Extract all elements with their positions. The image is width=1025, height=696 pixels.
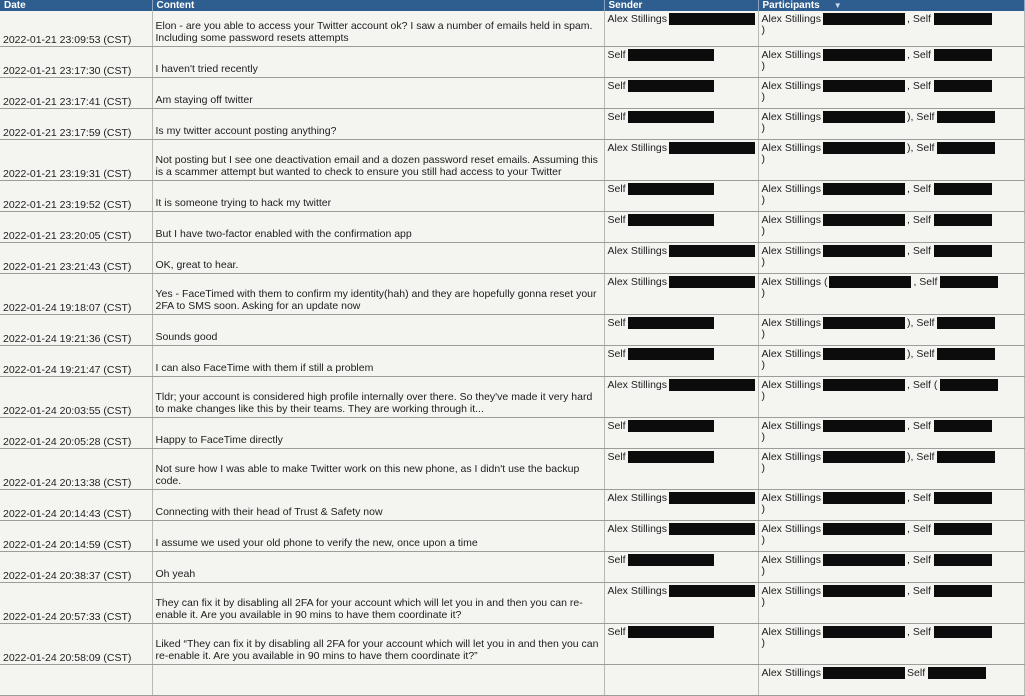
table-row: [0, 315, 1024, 346]
redaction-box: [934, 80, 992, 92]
redaction-box: [823, 80, 905, 92]
sender-name: Self: [607, 183, 626, 195]
cell-date: 2022-01-21 23:21:43 (CST): [0, 243, 152, 274]
participant-name: Alex Stillings: [761, 48, 822, 61]
redaction-box: [628, 348, 714, 360]
redaction-box: [669, 276, 755, 288]
cell-date: 2022-01-24 20:58:09 (CST): [0, 624, 152, 665]
redaction-box: [823, 451, 905, 463]
cell-date: 2022-01-21 23:09:53 (CST): [0, 11, 152, 47]
participant-close-paren: ): [761, 390, 765, 402]
cell-participants: [758, 521, 1024, 552]
participant-close-paren: ): [761, 503, 765, 515]
redaction-box: [669, 492, 755, 504]
participant-self: Self: [907, 666, 926, 679]
table-row: [0, 47, 1024, 78]
cell-content: Am staying off twitter: [152, 78, 604, 109]
participant-self: , Self: [907, 522, 931, 535]
redaction-box: [669, 379, 755, 391]
cell-participants: [758, 212, 1024, 243]
participant-self: , Self: [907, 553, 931, 566]
sender-name: Self: [607, 451, 626, 463]
redaction-box: [823, 214, 905, 226]
redaction-box: [823, 523, 905, 535]
cell-participants: [758, 274, 1024, 315]
cell-sender: [604, 583, 758, 624]
cell-participants: [758, 418, 1024, 449]
redaction-box: [934, 214, 992, 226]
redaction-box: [628, 420, 714, 432]
table-row: [0, 274, 1024, 315]
participant-close-paren: ): [761, 462, 765, 474]
redaction-box: [669, 523, 755, 535]
cell-content: Elon - are you able to access your Twitter account ok? I saw a number of emails held in spam. Including some password resets attempts: [152, 11, 604, 47]
participant-self: , Self: [907, 244, 931, 257]
sender-name: Self: [607, 49, 626, 61]
participant-name: Alex Stillings: [761, 666, 822, 679]
participant-self: , Self: [907, 182, 931, 195]
cell-participants: [758, 552, 1024, 583]
sender-name: Alex Stillings: [607, 276, 668, 288]
header-participants: [758, 0, 1024, 11]
redaction-box: [823, 111, 905, 123]
participant-name: Alex Stillings (: [761, 275, 828, 288]
cell-content: Liked “They can fix it by disabling all 2FA for your account which will let you in and then you can re-enable it. Are you available in 90 mins to have them coordinate it?”: [152, 624, 604, 665]
cell-content: They can fix it by disabling all 2FA for your account which will let you in and then you can re-enable it. Are you available in 90 mins to have them coordinate it?: [152, 583, 604, 624]
table-row: [0, 78, 1024, 109]
participant-close-paren: ): [761, 225, 765, 237]
participant-self: ), Self: [907, 450, 935, 463]
participant-self: , Self: [907, 584, 931, 597]
cell-content: I can also FaceTime with them if still a problem: [152, 346, 604, 377]
cell-sender: [604, 449, 758, 490]
cell-sender: [604, 140, 758, 181]
cell-sender: [604, 212, 758, 243]
redaction-box: [628, 451, 714, 463]
redaction-box: [823, 626, 905, 638]
participant-close-paren: ): [761, 24, 765, 36]
participant-self: , Self: [907, 491, 931, 504]
table-row: [0, 140, 1024, 181]
sender-name: Self: [607, 111, 626, 123]
cell-content: OK, great to hear.: [152, 243, 604, 274]
cell-content: But I have two-factor enabled with the confirmation app: [152, 212, 604, 243]
table-row: [0, 624, 1024, 665]
table-row: [0, 583, 1024, 624]
redaction-box: [934, 49, 992, 61]
cell-participants: [758, 47, 1024, 78]
cell-participants: [758, 449, 1024, 490]
cell-participants: [758, 11, 1024, 47]
redaction-box: [628, 317, 714, 329]
cell-content: Oh yeah: [152, 552, 604, 583]
cell-sender: [604, 274, 758, 315]
redaction-box: [934, 183, 992, 195]
participant-name: Alex Stillings: [761, 12, 822, 25]
sender-name: Alex Stillings: [607, 379, 668, 391]
cell-content: I assume we used your old phone to verify the new, once upon a time: [152, 521, 604, 552]
cell-content: Yes - FaceTimed with them to confirm my identity(hah) and they are hopefully gonna reset your 2FA to SMS soon. Asking for an update now: [152, 274, 604, 315]
redaction-box: [823, 245, 905, 257]
redaction-box: [937, 111, 995, 123]
participant-name: Alex Stillings: [761, 244, 822, 257]
cell-participants: [758, 346, 1024, 377]
redaction-box: [937, 348, 995, 360]
cell-date: 2022-01-24 20:03:55 (CST): [0, 377, 152, 418]
participant-self: ), Self: [907, 110, 935, 123]
redaction-box: [934, 245, 992, 257]
redaction-box: [823, 379, 905, 391]
table-row: [0, 552, 1024, 583]
cell-content: Not posting but I see one deactivation email and a dozen password reset emails. Assuming this is a scammer attempt but wanted to check to ensure you still had access to your Twitter: [152, 140, 604, 181]
participant-close-paren: ): [761, 256, 765, 268]
participant-self: , Self: [907, 79, 931, 92]
participant-name: Alex Stillings: [761, 347, 822, 360]
cell-participants: [758, 181, 1024, 212]
participant-close-paren: ): [761, 153, 765, 165]
cell-date: [0, 665, 152, 696]
header-sender: Sender: [604, 0, 758, 11]
participant-self: ), Self: [907, 141, 935, 154]
cell-participants: [758, 665, 1024, 696]
cell-sender: [604, 346, 758, 377]
table-row: [0, 521, 1024, 552]
cell-sender: [604, 377, 758, 418]
cell-content: Tldr; your account is considered high profile internally over there. So they've made it very hard to make changes like this by their teams. They are working through it...: [152, 377, 604, 418]
participant-self: , Self: [907, 625, 931, 638]
redaction-box: [940, 379, 998, 391]
cell-date: 2022-01-24 20:14:59 (CST): [0, 521, 152, 552]
cell-content: Is my twitter account posting anything?: [152, 109, 604, 140]
cell-date: 2022-01-24 20:14:43 (CST): [0, 490, 152, 521]
redaction-box: [669, 142, 755, 154]
sender-name: Self: [607, 554, 626, 566]
redaction-box: [934, 13, 992, 25]
table-row: [0, 11, 1024, 47]
cell-sender: [604, 109, 758, 140]
cell-participants: [758, 109, 1024, 140]
cell-date: 2022-01-24 20:38:37 (CST): [0, 552, 152, 583]
table-row: [0, 665, 1024, 696]
cell-date: 2022-01-21 23:17:30 (CST): [0, 47, 152, 78]
participant-self: , Self (: [907, 378, 938, 391]
cell-content: It is someone trying to hack my twitter: [152, 181, 604, 212]
participant-self: , Self: [913, 275, 938, 288]
cell-sender: [604, 665, 758, 696]
sender-name: Self: [607, 348, 626, 360]
redaction-box: [934, 523, 992, 535]
redaction-box: [934, 585, 992, 597]
participant-close-paren: ): [761, 534, 765, 546]
cell-participants: [758, 377, 1024, 418]
table-row: [0, 109, 1024, 140]
participant-self: , Self: [907, 419, 931, 432]
table-row: [0, 449, 1024, 490]
header-content: Content: [152, 0, 604, 11]
participant-name: Alex Stillings: [761, 378, 822, 391]
participant-self: , Self: [907, 48, 931, 61]
cell-date: 2022-01-24 19:18:07 (CST): [0, 274, 152, 315]
cell-participants: [758, 583, 1024, 624]
cell-participants: [758, 78, 1024, 109]
table-row: [0, 212, 1024, 243]
cell-date: 2022-01-24 19:21:47 (CST): [0, 346, 152, 377]
redaction-box: [823, 348, 905, 360]
participant-self: , Self: [907, 12, 931, 25]
sender-name: Self: [607, 420, 626, 432]
redaction-box: [934, 420, 992, 432]
cell-date: 2022-01-21 23:19:31 (CST): [0, 140, 152, 181]
cell-content: Connecting with their head of Trust & Safety now: [152, 490, 604, 521]
participant-name: Alex Stillings: [761, 141, 822, 154]
redaction-box: [937, 317, 995, 329]
sender-name: Alex Stillings: [607, 245, 668, 257]
cell-sender: [604, 418, 758, 449]
participant-close-paren: ): [761, 60, 765, 72]
header-date: Date: [0, 0, 152, 11]
cell-content: [152, 665, 604, 696]
cell-participants: [758, 315, 1024, 346]
redaction-box: [823, 317, 905, 329]
filter-arrow-icon: ▼: [833, 1, 842, 10]
redaction-box: [669, 13, 755, 25]
cell-date: 2022-01-24 20:13:38 (CST): [0, 449, 152, 490]
cell-sender: [604, 490, 758, 521]
cell-participants: [758, 490, 1024, 521]
participant-name: Alex Stillings: [761, 625, 822, 638]
participant-name: Alex Stillings: [761, 213, 822, 226]
sender-name: Alex Stillings: [607, 142, 668, 154]
cell-sender: [604, 624, 758, 665]
participant-name: Alex Stillings: [761, 584, 822, 597]
participant-close-paren: [762, 679, 1021, 690]
sender-name: Self: [607, 214, 626, 226]
cell-participants: [758, 140, 1024, 181]
sender-name: Alex Stillings: [607, 523, 668, 535]
redaction-box: [829, 276, 911, 288]
table-body: [0, 11, 1024, 696]
participant-close-paren: ): [761, 328, 765, 340]
cell-content: Not sure how I was able to make Twitter work on this new phone, as I didn't use the backup code.: [152, 449, 604, 490]
table-row: [0, 377, 1024, 418]
redaction-box: [823, 585, 905, 597]
sender-name: Alex Stillings: [607, 492, 668, 504]
participant-close-paren: ): [761, 287, 765, 299]
participant-name: Alex Stillings: [761, 79, 822, 92]
participant-close-paren: ): [761, 359, 765, 371]
table-row: [0, 346, 1024, 377]
cell-date: 2022-01-24 20:57:33 (CST): [0, 583, 152, 624]
redaction-box: [934, 492, 992, 504]
table-row: [0, 181, 1024, 212]
cell-sender: [604, 181, 758, 212]
cell-date: 2022-01-21 23:20:05 (CST): [0, 212, 152, 243]
sender-name: Self: [607, 626, 626, 638]
redaction-box: [937, 142, 995, 154]
redaction-box: [628, 214, 714, 226]
header-participants-label: Participants: [762, 0, 820, 11]
redaction-box: [628, 626, 714, 638]
redaction-box: [628, 80, 714, 92]
cell-content: Sounds good: [152, 315, 604, 346]
redaction-box: [937, 451, 995, 463]
cell-sender: [604, 243, 758, 274]
redaction-box: [823, 142, 905, 154]
cell-date: 2022-01-24 19:21:36 (CST): [0, 315, 152, 346]
participant-close-paren: ): [761, 565, 765, 577]
cell-participants: [758, 624, 1024, 665]
cell-sender: [604, 315, 758, 346]
cell-date: 2022-01-21 23:17:41 (CST): [0, 78, 152, 109]
participant-name: Alex Stillings: [761, 110, 822, 123]
redaction-box: [823, 183, 905, 195]
redaction-box: [823, 49, 905, 61]
cell-sender: [604, 552, 758, 583]
redaction-box: [823, 13, 905, 25]
participant-self: , Self: [907, 213, 931, 226]
sender-name: Alex Stillings: [607, 585, 668, 597]
redaction-box: [628, 183, 714, 195]
participant-name: Alex Stillings: [761, 316, 822, 329]
sender-name: Alex Stillings: [607, 13, 668, 25]
cell-sender: [604, 47, 758, 78]
participant-name: Alex Stillings: [761, 522, 822, 535]
participant-close-paren: ): [761, 596, 765, 608]
redaction-box: [823, 420, 905, 432]
participant-close-paren: ): [761, 637, 765, 649]
cell-sender: [604, 11, 758, 47]
redaction-box: [669, 245, 755, 257]
cell-sender: [604, 78, 758, 109]
redaction-box: [628, 554, 714, 566]
table-row: [0, 490, 1024, 521]
redaction-box: [823, 554, 905, 566]
participant-name: Alex Stillings: [761, 491, 822, 504]
participant-close-paren: ): [761, 431, 765, 443]
participant-close-paren: ): [761, 194, 765, 206]
cell-content: Happy to FaceTime directly: [152, 418, 604, 449]
redaction-box: [934, 554, 992, 566]
cell-content: I haven't tried recently: [152, 47, 604, 78]
header-row: [0, 0, 1024, 11]
participant-name: Alex Stillings: [761, 419, 822, 432]
sender-name: Self: [607, 80, 626, 92]
participant-close-paren: ): [761, 91, 765, 103]
participant-self: ), Self: [907, 347, 935, 360]
sender-name: Self: [607, 317, 626, 329]
redaction-box: [934, 626, 992, 638]
participant-name: Alex Stillings: [761, 553, 822, 566]
participant-close-paren: ): [761, 122, 765, 134]
redaction-box: [628, 49, 714, 61]
table-row: [0, 418, 1024, 449]
redaction-box: [823, 492, 905, 504]
table-row: [0, 243, 1024, 274]
redaction-box: [928, 667, 986, 679]
cell-date: 2022-01-21 23:17:59 (CST): [0, 109, 152, 140]
participant-name: Alex Stillings: [761, 182, 822, 195]
cell-date: 2022-01-21 23:19:52 (CST): [0, 181, 152, 212]
cell-participants: [758, 243, 1024, 274]
redaction-box: [669, 585, 755, 597]
redaction-box: [628, 111, 714, 123]
cell-sender: [604, 521, 758, 552]
redaction-box: [940, 276, 998, 288]
cell-date: 2022-01-24 20:05:28 (CST): [0, 418, 152, 449]
redaction-box: [823, 667, 905, 679]
participant-self: ), Self: [907, 316, 935, 329]
participant-name: Alex Stillings: [761, 450, 822, 463]
